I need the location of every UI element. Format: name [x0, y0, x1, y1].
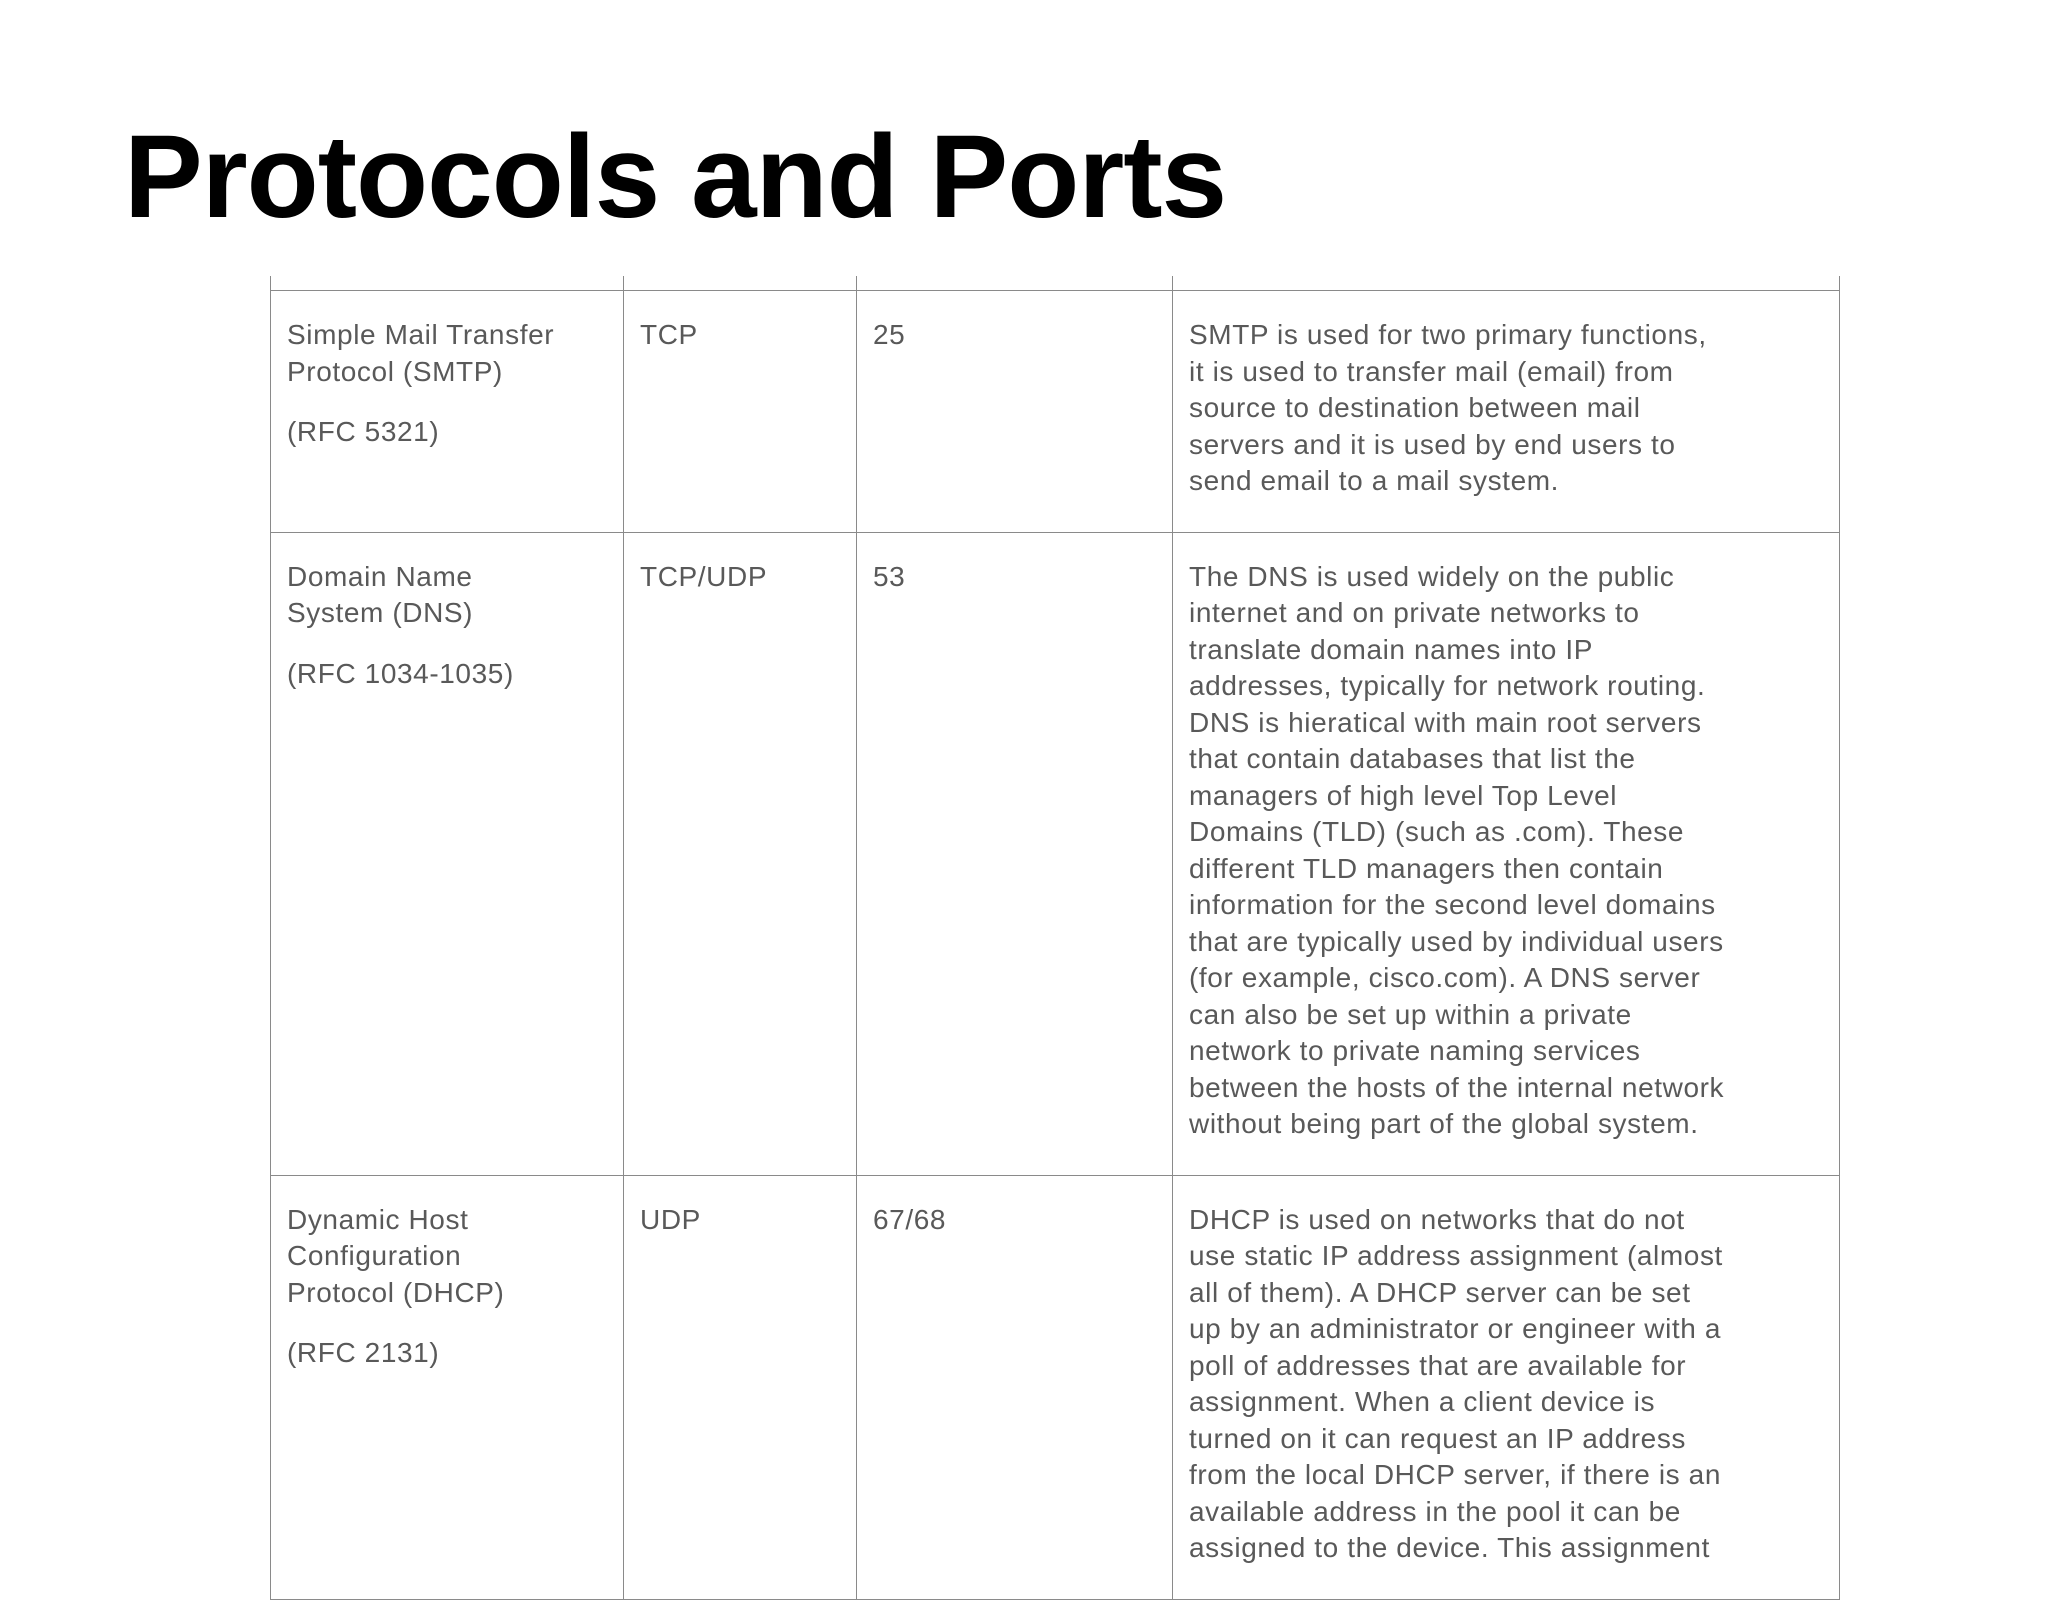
description-line: from the local DHCP server, if there is an: [1189, 1459, 1721, 1490]
description-line: poll of addresses that are available for: [1189, 1349, 1687, 1381]
protocol-name-line: Simple Mail Transfer: [287, 319, 555, 350]
description-line: between the hosts of the internal network: [1189, 1071, 1725, 1103]
description-line: network to private naming services: [1189, 1035, 1641, 1066]
protocol-name-line: Protocol (SMTP): [287, 355, 503, 387]
protocol-name-line: Configuration: [287, 1240, 462, 1271]
description-cell: [1173, 291, 1840, 533]
description-line: (for example, cisco.com). A DNS server: [1189, 962, 1701, 993]
description-line: send email to a mail system.: [1189, 465, 1560, 496]
description-line: The DNS is used widely on the public: [1189, 560, 1675, 592]
description-line: SMTP is used for two primary functions,: [1189, 319, 1707, 350]
transport-cell: [624, 291, 857, 533]
protocol-name-line: Dynamic Host: [287, 1203, 469, 1235]
description-line: assignment. When a client device is: [1189, 1386, 1656, 1417]
protocol-name-cell: [271, 1175, 624, 1599]
description-line: internet and on private networks to: [1189, 597, 1640, 628]
description-line: that are typically used by individual users: [1189, 925, 1724, 957]
transport-cell: [624, 532, 857, 1175]
protocol-name-line: System (DNS): [287, 597, 474, 628]
table-row: [271, 291, 1840, 533]
description-line: translate domain names into IP: [1189, 633, 1593, 665]
table-row: [271, 1175, 1840, 1599]
protocol-name-cell: [271, 291, 624, 533]
transport-value: TCP/UDP: [640, 560, 768, 592]
protocol-name-line: Domain Name: [287, 560, 473, 592]
description-line: available address in the pool it can be: [1189, 1495, 1681, 1527]
transport-value: TCP: [640, 319, 698, 350]
rfc-reference: (RFC 1034-1035): [287, 657, 514, 689]
port-cell: [857, 291, 1173, 533]
port-cell: [857, 532, 1173, 1175]
port-cell: [857, 1175, 1173, 1599]
rfc-reference: (RFC 5321): [287, 416, 440, 447]
description-line: Domains (TLD) (such as .com). These: [1189, 816, 1685, 847]
port-value: 25: [873, 319, 906, 350]
description-cell: [1173, 1175, 1840, 1599]
description-line: without being part of the global system.: [1189, 1108, 1699, 1139]
description-line: source to destination between mail: [1189, 392, 1641, 423]
rfc-reference: (RFC 2131): [287, 1337, 440, 1368]
transport-cell: [624, 1175, 857, 1599]
protocol-name-cell: [271, 532, 624, 1175]
description-line: use static IP address assignment (almost: [1189, 1240, 1723, 1271]
description-line: that contain databases that list the: [1189, 743, 1636, 774]
description-line: it is used to transfer mail (email) from: [1189, 355, 1674, 387]
description-cell: [1173, 532, 1840, 1175]
table-viewport: [0, 276, 2048, 1563]
slide-title: Protocols and Ports: [124, 111, 1227, 243]
description-line: turned on it can request an IP address: [1189, 1422, 1687, 1454]
description-line: DNS is hieratical with main root servers: [1189, 706, 1702, 738]
description-line: different TLD managers then contain: [1189, 852, 1664, 884]
description-line: information for the second level domains: [1189, 889, 1716, 920]
description-line: up by an administrator or engineer with a: [1189, 1313, 1721, 1344]
table-top-edge: [271, 276, 1840, 291]
description-line: all of them). A DHCP server can be set: [1189, 1276, 1691, 1308]
protocols-table: [270, 276, 1840, 1600]
description-line: managers of high level Top Level: [1189, 779, 1618, 811]
description-line: servers and it is used by end users to: [1189, 428, 1676, 460]
table-row: [271, 532, 1840, 1175]
description-line: addresses, typically for network routing.: [1189, 670, 1706, 701]
description-line: DHCP is used on networks that do not: [1189, 1203, 1685, 1235]
transport-value: UDP: [640, 1203, 701, 1235]
description-line: assigned to the device. This assignment: [1189, 1532, 1710, 1563]
protocol-name-line: Protocol (DHCP): [287, 1276, 505, 1308]
port-value: 53: [873, 560, 906, 592]
port-value: 67/68: [873, 1203, 947, 1235]
description-line: can also be set up within a private: [1189, 998, 1632, 1030]
